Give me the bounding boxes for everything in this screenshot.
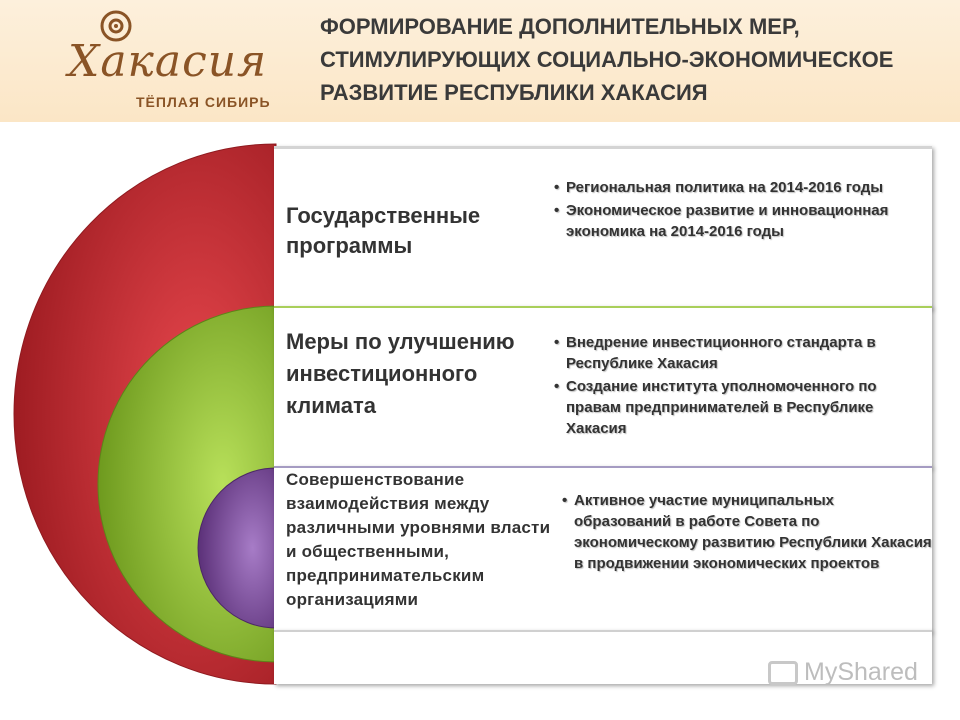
title-line: РАЗВИТИЕ РЕСПУБЛИКИ ХАКАСИЯ	[320, 80, 708, 105]
list-item: • Активное участие муниципальных образований в работе Совета по экономическому развитию Республики Хакасия в продвижении экономических проектов	[562, 490, 932, 574]
section-state-programs	[274, 146, 932, 309]
logo-tagline: ТЁПЛАЯ СИБИРЬ	[136, 94, 271, 110]
title-line: ФОРМИРОВАНИЕ ДОПОЛНИТЕЛЬНЫХ МЕР,	[320, 14, 800, 39]
section-category-label: Государственные программы	[286, 203, 481, 258]
section-investment-climate	[274, 306, 932, 468]
section-category-label: Совершенствование взаимодействия между различными уровнями власти и общественными, предпринимательским организациями	[286, 470, 551, 609]
watermark	[768, 658, 918, 687]
section-cooperation	[274, 466, 932, 632]
presentation-icon	[768, 661, 798, 685]
list-item: • Создание института уполномоченного по правам предпринимателей в Республике Хакасия	[554, 376, 932, 439]
section-item-list	[554, 177, 934, 244]
logo-wordmark: Хакасия	[68, 36, 268, 87]
list-item: • Региональная политика на 2014-2016 годы	[554, 177, 934, 198]
list-item: • Внедрение инвестиционного стандарта в Республике Хакасия	[554, 332, 932, 374]
watermark-text: MyShared	[804, 658, 918, 686]
list-item: • Экономическое развитие и инновационная экономика на 2014-2016 годы	[554, 200, 934, 242]
section-item-list	[562, 490, 932, 576]
section-category-label: Меры по улучшению инвестиционного климата	[286, 329, 515, 418]
section-item-list	[554, 332, 932, 441]
title-line: СТИМУЛИРУЮЩИХ СОЦИАЛЬНО-ЭКОНОМИЧЕСКОЕ	[320, 47, 894, 72]
